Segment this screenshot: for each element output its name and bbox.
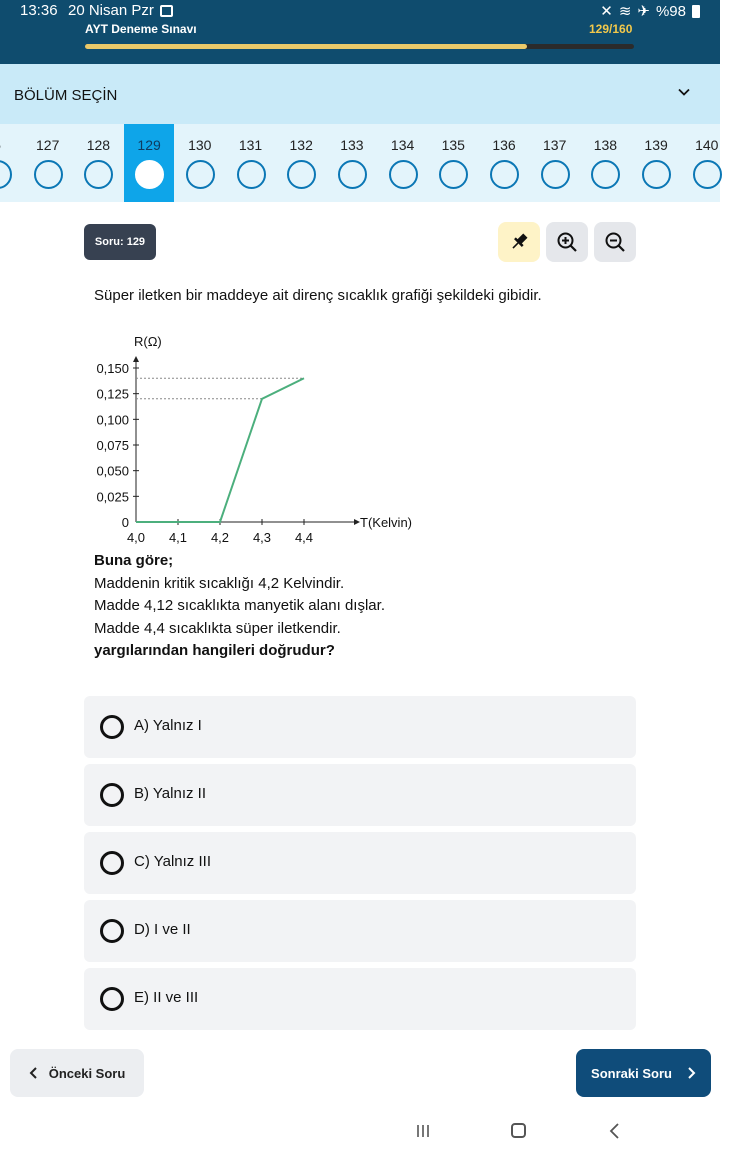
pin-icon bbox=[508, 231, 530, 253]
y-tick-label: 0,075 bbox=[96, 438, 129, 453]
question-nav-item[interactable] bbox=[175, 124, 225, 202]
option-e-label: E) II ve III bbox=[134, 989, 199, 1006]
question-status-circle bbox=[186, 160, 215, 189]
question-nav-item[interactable] bbox=[580, 124, 630, 202]
battery-level: %98 bbox=[655, 2, 686, 20]
question-nav-number: 140 bbox=[695, 137, 719, 153]
question-card bbox=[84, 202, 636, 1038]
question-nav-item[interactable] bbox=[631, 124, 681, 202]
y-tick-label: 0,025 bbox=[96, 489, 129, 505]
question-nav-item[interactable] bbox=[428, 124, 478, 202]
y-tick-label: 0,125 bbox=[96, 386, 129, 402]
y-tick-label: 0 bbox=[121, 515, 129, 530]
zoom-out-button[interactable] bbox=[594, 222, 636, 262]
question-status-circle bbox=[135, 160, 164, 189]
question-intro: Süper iletken bir maddeye ait direnç sıcaklık grafiği şekildeki gibidir. bbox=[94, 287, 542, 304]
y-tick-label: 0,150 bbox=[96, 361, 129, 376]
chevron-down-icon bbox=[678, 86, 690, 98]
option-b-label: B) Yalnız II bbox=[134, 785, 206, 802]
question-nav-item[interactable] bbox=[124, 124, 174, 202]
question-nav-item[interactable] bbox=[327, 124, 377, 202]
home-icon[interactable] bbox=[511, 1123, 526, 1138]
option-e-radio[interactable] bbox=[100, 987, 124, 1011]
question-nav-number: 138 bbox=[593, 137, 618, 153]
question-nav-number: 131 bbox=[238, 137, 263, 153]
chevron-left-icon bbox=[29, 1067, 39, 1079]
x-tick-label: 4,1 bbox=[168, 530, 188, 545]
question-prompt: yargılarından hangileri doğrudur? bbox=[94, 642, 335, 659]
exam-title: AYT Deneme Sınavı bbox=[85, 22, 197, 36]
next-question-button[interactable] bbox=[576, 1049, 711, 1097]
option-c[interactable] bbox=[84, 832, 636, 894]
y-axis-label: R(Ω) bbox=[134, 334, 162, 349]
question-status-circle bbox=[287, 160, 316, 189]
option-a[interactable] bbox=[84, 696, 636, 758]
question-status-circle bbox=[490, 160, 519, 189]
mute-icon: ✕ bbox=[600, 3, 613, 20]
next-question-label: Sonraki Soru bbox=[591, 1065, 672, 1081]
question-status-circle bbox=[389, 160, 418, 189]
question-nav-item[interactable] bbox=[276, 124, 326, 202]
question-nav-number: 133 bbox=[340, 137, 364, 153]
image-notification-icon bbox=[160, 5, 173, 17]
question-statements bbox=[94, 550, 564, 663]
status-bar bbox=[0, 0, 720, 22]
resistance-series-line bbox=[136, 378, 304, 522]
x-axis-label: T(Kelvin) bbox=[360, 515, 413, 530]
wifi-icon: ≋ bbox=[618, 3, 632, 20]
previous-question-label: Önceki Soru bbox=[48, 1065, 126, 1081]
question-nav-number: 129 bbox=[137, 137, 161, 153]
statement-3: Madde 4,4 sıcaklıkta süper iletkendir. bbox=[94, 619, 341, 637]
option-c-label: C) Yalnız III bbox=[134, 853, 211, 870]
status-time: 13:36 bbox=[20, 2, 58, 19]
question-nav-number: 137 bbox=[543, 137, 567, 153]
system-navigation bbox=[0, 1116, 720, 1146]
pin-button[interactable] bbox=[498, 222, 540, 262]
question-nav-item[interactable] bbox=[682, 124, 732, 202]
question-nav-number: 134 bbox=[390, 137, 415, 153]
option-c-radio[interactable] bbox=[100, 851, 124, 875]
option-b-radio[interactable] bbox=[100, 783, 124, 807]
question-strip[interactable] bbox=[0, 124, 720, 202]
progress-count: 129/160 bbox=[589, 22, 633, 36]
zoom-out-icon bbox=[604, 231, 626, 253]
exam-header bbox=[0, 22, 720, 64]
question-status-circle bbox=[591, 160, 620, 189]
y-tick-label: 0,050 bbox=[96, 463, 129, 479]
y-axis-arrow bbox=[133, 356, 139, 362]
option-b[interactable] bbox=[84, 764, 636, 826]
zoom-in-button[interactable] bbox=[546, 222, 588, 262]
question-nav-item[interactable] bbox=[226, 124, 276, 202]
section-select-label: BÖLÜM SEÇİN bbox=[14, 87, 118, 104]
question-nav-number: 135 bbox=[441, 137, 465, 153]
question-nav-number: 128 bbox=[86, 137, 111, 153]
x-tick-label: 4,4 bbox=[294, 530, 314, 545]
question-lead: Buna göre; bbox=[94, 552, 174, 569]
question-number-badge: Soru: 129 bbox=[84, 224, 156, 260]
resistance-temperature-chart bbox=[84, 332, 436, 552]
battery-icon bbox=[692, 5, 700, 18]
question-status-circle bbox=[439, 160, 468, 189]
bottom-bar bbox=[0, 1038, 720, 1152]
question-status-circle bbox=[338, 160, 367, 189]
question-nav-item[interactable] bbox=[0, 124, 22, 202]
question-status-circle bbox=[237, 160, 266, 189]
question-nav-number: 136 bbox=[492, 137, 516, 153]
x-tick-label: 4,3 bbox=[252, 530, 272, 545]
progress-fill bbox=[85, 44, 527, 49]
airplane-icon: ✈ bbox=[637, 3, 650, 20]
question-status-circle bbox=[541, 160, 570, 189]
question-nav-number: 130 bbox=[188, 137, 212, 153]
option-a-label: A) Yalnız I bbox=[134, 717, 202, 734]
previous-question-button[interactable] bbox=[10, 1049, 144, 1097]
question-nav-item[interactable] bbox=[23, 124, 73, 202]
statement-1: Maddenin kritik sıcaklığı 4,2 Kelvindir. bbox=[94, 574, 345, 592]
x-tick-label: 4,0 bbox=[126, 530, 146, 545]
question-status-circle bbox=[0, 160, 12, 189]
chevron-right-icon bbox=[686, 1067, 696, 1079]
option-e[interactable] bbox=[84, 968, 636, 1030]
status-date: 20 Nisan Pzr bbox=[68, 2, 154, 19]
x-tick-label: 4,2 bbox=[210, 530, 230, 545]
question-status-circle bbox=[34, 160, 63, 189]
statement-2: Madde 4,12 sıcaklıkta manyetik alanı dışlar. bbox=[94, 597, 385, 614]
status-icons bbox=[600, 2, 700, 20]
question-nav-number bbox=[0, 137, 22, 153]
question-nav-item[interactable] bbox=[73, 124, 123, 202]
recents-icon[interactable] bbox=[416, 1124, 430, 1138]
progress-bar bbox=[85, 44, 634, 49]
question-nav-item[interactable] bbox=[479, 124, 529, 202]
question-status-circle bbox=[84, 160, 113, 189]
question-status-circle bbox=[693, 160, 722, 189]
question-nav-number: 132 bbox=[289, 137, 313, 153]
option-d[interactable] bbox=[84, 900, 636, 962]
question-nav-item[interactable] bbox=[378, 124, 428, 202]
section-select[interactable] bbox=[0, 64, 720, 124]
option-d-radio[interactable] bbox=[100, 919, 124, 943]
question-nav-item[interactable] bbox=[530, 124, 580, 202]
y-tick-label: 0,100 bbox=[96, 412, 129, 428]
zoom-in-icon bbox=[556, 231, 578, 253]
question-nav-number: 127 bbox=[36, 137, 60, 153]
question-nav-number: 139 bbox=[644, 137, 668, 153]
back-icon[interactable] bbox=[608, 1122, 622, 1140]
option-d-label: D) I ve II bbox=[134, 921, 191, 938]
question-status-circle bbox=[642, 160, 671, 189]
option-a-radio[interactable] bbox=[100, 715, 124, 739]
